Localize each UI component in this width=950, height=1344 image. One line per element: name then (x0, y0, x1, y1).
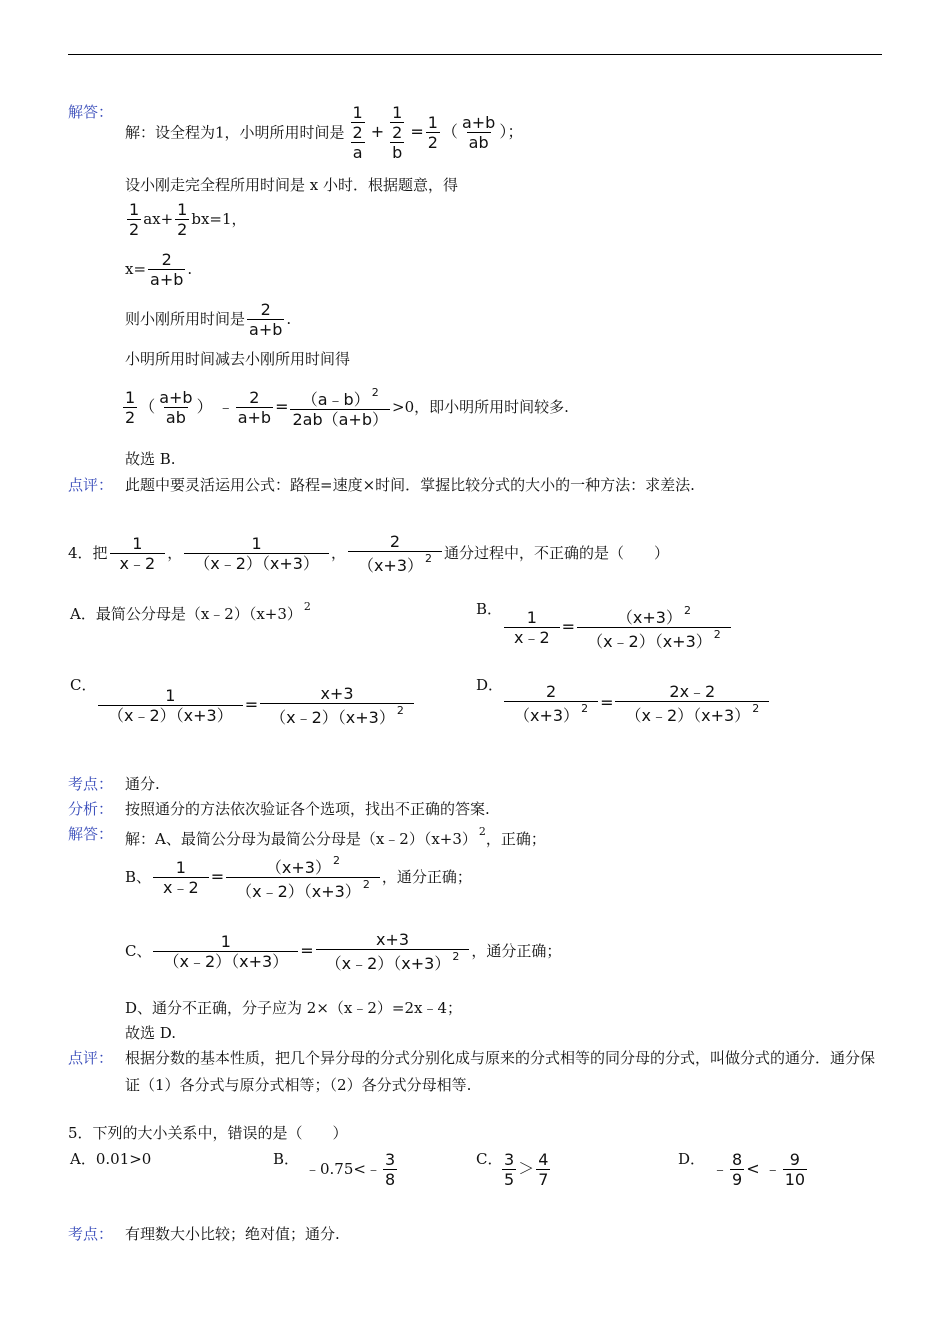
fraction: $\frac{3}{5}$ (504, 1150, 515, 1190)
fraction: $\frac{3}{8}$ (384, 1150, 396, 1190)
q5-option-d: ﹣ $\frac{8}{9}$ < ﹣ $\frac{9}{10}$ (712, 1150, 806, 1190)
q4-option-b-label: B． (476, 600, 503, 618)
q3-line-7: $\frac{1}{2}$ （ $\frac{a+b}{ab}$ ） ﹣ $\frac{2}{a+b}$ = $\frac{(a﹣b) ^2}{2ab(a+b)}$ >0，即小明所用时间较多. (125, 386, 569, 430)
q4-point-text: 通分. (125, 775, 160, 793)
q3-line1-text: 解：设全程为1，小明所用时间是 (125, 123, 345, 142)
q4-comment-tag: 点评： (68, 1049, 114, 1067)
fraction: $\frac{1}{2}$ (392, 103, 403, 143)
fraction: $\frac{x+3}{(x﹣2)(x+3) ^2}$ (260, 684, 414, 727)
fraction: $\frac{1}{2}$ (427, 113, 438, 153)
q5-option-c-label: C． (476, 1150, 503, 1168)
q5-option-d-label: D． (678, 1150, 706, 1168)
fraction: $\frac{2x﹣2}{(x﹣2)(x+3) ^2}$ (615, 682, 769, 725)
fraction: $\frac{4}{7}$ (538, 1150, 549, 1190)
fraction: $\frac{9}{10}$ (784, 1150, 806, 1190)
q3-comment-tag: 点评： (68, 476, 114, 494)
fraction: $\frac{\frac{1}{2}}{b}$ (392, 103, 403, 163)
q5-option-b-label: B． (273, 1150, 300, 1168)
fraction: $\frac{2}{a+b}$ (237, 388, 272, 428)
q5-point-text: 有理数大小比较；绝对值；通分. (125, 1225, 340, 1243)
q5-stem: 5．下列的大小关系中，错误的是（ ） (68, 1124, 348, 1142)
q4-option-b: $\frac{1}{x﹣2}$ = $\frac{(x+3) ^2}{(x﹣2)(x+3) ^2}$ (502, 604, 733, 651)
fraction: $\frac{1}{(x﹣2)(x+3)}$ (184, 534, 329, 573)
q3-line-3: $\frac{1}{2}$ ax+ $\frac{1}{2}$ bx=1， (129, 200, 247, 240)
q3-comment-text: 此题中要灵活运用公式：路程=速度×时间．掌握比较分式的大小的一种方法：求差法. (125, 476, 695, 494)
fraction: $\frac{1}{x﹣2}$ (504, 608, 560, 647)
q4-option-a: A．最简公分母是（x﹣2）（x+3） $^2$ (70, 600, 311, 623)
q3-answer-tag: 解答： (68, 103, 114, 121)
q4-answer-b: B、 $\frac{1}{x﹣2}$ = $\frac{(x+3) ^2}{(x﹣2)(x+3) ^2}$ ，通分正确； (125, 854, 472, 902)
fraction: $\frac{1}{2}$ (129, 200, 140, 240)
fraction: $\frac{1}{(x﹣2)(x+3)}$ (153, 932, 298, 971)
fraction: $\frac{2}{a+b}$ (150, 250, 184, 290)
fraction: $\frac{a+b}{ab}$ (461, 113, 496, 153)
fraction: $\frac{2}{(x+3) ^2}$ (348, 532, 442, 575)
q5-option-c: $\frac{3}{5}$ ＞ $\frac{4}{7}$ (504, 1150, 549, 1190)
q5-option-a: A．0.01>0 (70, 1150, 152, 1168)
q4-comment-text: 根据分数的基本性质，把几个异分母的分式分别化成与原来的分式相等的同分母的分式，叫做分式的通分．通分保证（1）各分式与原分式相等；（2）各分式分母相等. (125, 1049, 876, 1094)
fraction: $\frac{2}{(x+3) ^2}$ (504, 682, 598, 725)
q4-answer-c: C、 $\frac{1}{(x﹣2)(x+3)}$ = $\frac{x+3}{(x﹣2)(x+3) ^2}$ ，通分正确； (125, 930, 562, 974)
q4-answer-tag: 解答： (68, 825, 114, 843)
q4-option-c-label: C． (70, 676, 97, 694)
fraction: $\frac{1}{2}$ (352, 103, 363, 143)
q4-analysis-text: 按照通分的方法依次验证各个选项，找出不正确的答案. (125, 800, 490, 818)
fraction: $\frac{(x+3) ^2}{(x﹣2)(x+3) ^2}$ (226, 854, 380, 901)
q3-line-5: 则小刚所用时间是 $\frac{2}{a+b}$ . (125, 300, 292, 340)
fraction: $\frac{2}{a+b}$ (249, 300, 283, 340)
q3-line-2: 设小刚走完全程所用时间是 x 小时．根据题意，得 (125, 176, 458, 194)
q5-point-tag: 考点： (68, 1225, 114, 1243)
fraction: $\frac{1}{2}$ (177, 200, 188, 240)
q4-option-c: $\frac{1}{(x﹣2)(x+3)}$ = $\frac{x+3}{(x﹣2)(x+3) ^2}$ (96, 684, 416, 727)
header-rule (68, 54, 882, 55)
fraction: $\frac{1}{(x﹣2)(x+3)}$ (98, 686, 243, 725)
fraction: $\frac{1}{x﹣2}$ (110, 534, 166, 573)
fraction: $\frac{(a﹣b) ^2}{2ab(a+b)}$ (292, 386, 388, 430)
fraction: $\frac{(x+3) ^2}{(x﹣2)(x+3) ^2}$ (577, 604, 731, 651)
q3-line-6: 小明所用时间减去小刚所用时间得 (125, 350, 351, 368)
q4-option-d-label: D． (476, 676, 504, 694)
fraction: $\frac{1}{x﹣2}$ (153, 858, 209, 897)
q5-option-b: ﹣0.75<﹣ $\frac{3}{8}$ (305, 1150, 396, 1190)
q4-answer-a: 解：A、最简公分母为最简公分母是（x﹣2）（x+3） $^2$，正确； (125, 825, 546, 848)
q4-analysis-tag: 分析： (68, 800, 114, 818)
q4-answer-d: D、通分不正确，分子应为 2×（x﹣2）=2x﹣4； (125, 999, 463, 1017)
fraction: $\frac{a+b}{ab}$ (159, 388, 193, 428)
fraction: $\frac{8}{9}$ (732, 1150, 743, 1190)
q4-point-tag: 考点： (68, 775, 114, 793)
fraction: $\frac{\frac{1}{2}}{a}$ (352, 103, 363, 163)
q4-option-d: $\frac{2}{(x+3) ^2}$ = $\frac{2x﹣2}{(x﹣2)(x+3) ^2}$ (502, 682, 771, 725)
q4-stem: 4．把 $\frac{1}{x﹣2}$ ， $\frac{1}{(x﹣2)(x+3)}$ ， $\frac{2}{(x+3) ^2}$ 通分过程中，不正确的是（ ） (68, 532, 670, 576)
fraction: $\frac{x+3}{(x﹣2)(x+3) ^2}$ (316, 930, 470, 973)
q4-answer-select: 故选 D. (125, 1024, 177, 1042)
fraction: $\frac{1}{2}$ (125, 388, 136, 428)
q3-line-4: x= $\frac{2}{a+b}$ . (125, 250, 193, 290)
q3-line-1 (125, 103, 523, 163)
q3-line-8: 故选 B. (125, 450, 176, 468)
q3-line1-math: $\frac{\frac{1}{2}}{a}$ + $\frac{\frac{1}{2}}{b}$ = $\frac{1}{2}$ （ $\frac{a+b}{ab}$ ）； (345, 122, 524, 141)
